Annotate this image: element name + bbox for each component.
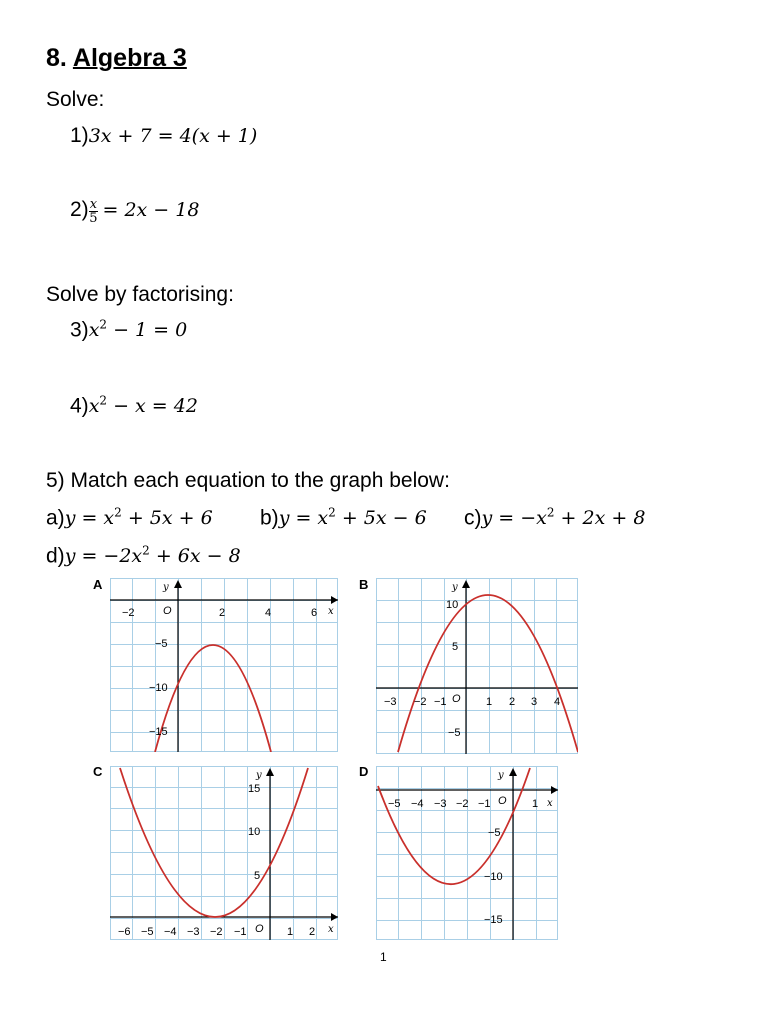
heading-title: Algebra 3: [72, 44, 187, 72]
question-3-expression: $x^2 - 1 = 0$: [88, 318, 188, 342]
graph-a: [110, 578, 338, 752]
graph-b-ytick: −5: [448, 727, 461, 739]
graph-c-xtick: −6: [118, 926, 131, 938]
graph-b-xtick: 4: [554, 696, 561, 708]
page-title: [46, 44, 187, 73]
graph-b-xtick: −1: [434, 696, 447, 708]
graph-d-xaxis-label: x: [547, 798, 553, 809]
graph-c-xtick: 1: [287, 926, 294, 938]
graph-a-xtick: 6: [311, 607, 318, 619]
question-1: [70, 124, 257, 148]
graph-b-ytick: 5: [452, 641, 459, 653]
equation-d: $d)y = -2x^2 + 6x - 8$: [46, 544, 241, 568]
graph-d-origin: O: [498, 795, 507, 807]
graph-a-xtick: 2: [219, 607, 226, 619]
graph-b-yaxis-label: y: [452, 582, 458, 593]
graph-d-xtick: −2: [456, 798, 469, 810]
question-1-number: 1): [70, 124, 89, 147]
graph-c-ytick: 5: [254, 870, 261, 882]
graph-b-label: B: [359, 577, 369, 592]
graph-d-xtick: −1: [478, 798, 491, 810]
graph-a-xaxis-label: x: [328, 606, 334, 617]
question-2-number: 2): [70, 198, 89, 221]
graph-b-origin: O: [452, 693, 461, 705]
graph-a-origin: O: [163, 605, 172, 617]
graph-b-curve: [398, 595, 578, 752]
question-3-number: 3): [70, 318, 89, 342]
graph-c-xtick: −1: [234, 926, 247, 938]
graph-c-grid: [110, 766, 338, 940]
equation-a: $a)y = x^2 + 5x + 6$: [46, 506, 213, 530]
graph-a-yaxis-label: y: [163, 582, 169, 593]
graph-c-xtick: −2: [210, 926, 223, 938]
graph-a-label: A: [93, 577, 103, 592]
question-2: [70, 198, 199, 225]
graph-a-ytick: −5: [155, 638, 168, 650]
graph-c: [110, 766, 338, 940]
graph-c-xtick: −4: [164, 926, 177, 938]
graph-d-xtick: −5: [388, 798, 401, 810]
solve-label: Solve:: [46, 88, 105, 111]
graph-a-xtick: −2: [122, 607, 135, 619]
graph-a-ytick: −15: [149, 726, 168, 738]
graph-a-ytick: −10: [149, 682, 168, 694]
question-4-expression: $x^2 - x = 42$: [88, 394, 198, 418]
page-number: 1: [380, 950, 387, 964]
graph-d-ytick: −5: [488, 827, 501, 839]
graph-c-xaxis-label: x: [328, 924, 334, 935]
question-4: [70, 394, 198, 418]
graph-c-xtick: −5: [141, 926, 154, 938]
graph-b-ytick: 10: [446, 599, 459, 611]
match-label: 5) Match each equation to the graph below:: [46, 469, 450, 492]
graph-d-xtick: −4: [411, 798, 424, 810]
graph-a-xtick: 4: [265, 607, 272, 619]
question-2-expression: = 2x − 18: [102, 199, 200, 221]
graph-d-yaxis-label: y: [498, 770, 504, 781]
graph-d-xtick: 1: [532, 798, 539, 810]
graph-a-curve: [155, 645, 271, 752]
graph-a-grid: [110, 578, 338, 752]
graph-d-xtick: −3: [434, 798, 447, 810]
graph-d-curve: [378, 768, 530, 884]
graph-d-ytick: −10: [484, 871, 503, 883]
equation-b: $b)y = x^2 + 5x - 6$: [260, 506, 427, 530]
graph-b-xtick: 2: [509, 696, 516, 708]
question-3: [70, 318, 187, 342]
graph-c-origin: O: [255, 923, 264, 935]
graph-d-label: D: [359, 764, 369, 779]
question-4-number: 4): [70, 394, 89, 418]
graph-c-xtick: −3: [187, 926, 200, 938]
graph-d: [376, 766, 558, 940]
graph-b-xtick: −2: [414, 696, 427, 708]
graph-b-xtick: 3: [531, 696, 538, 708]
graph-c-yaxis-label: y: [256, 770, 262, 781]
graph-c-ytick: 10: [248, 826, 261, 838]
heading-number: 8.: [46, 44, 67, 72]
graph-d-grid: [376, 766, 558, 940]
graph-d-ytick: −15: [484, 914, 503, 926]
graph-b-xtick: −3: [384, 696, 397, 708]
equation-c: $c)y = -x^2 + 2x + 8$: [464, 506, 646, 530]
question-1-expression: 3x + 7 = 4(x + 1): [88, 125, 258, 147]
graph-b: [376, 578, 578, 754]
graph-c-xtick: 2: [309, 926, 316, 938]
graph-b-xtick: 1: [486, 696, 493, 708]
graph-c-ytick: 15: [248, 783, 261, 795]
graph-c-curve: [120, 768, 308, 917]
factorising-label: Solve by factorising:: [46, 283, 234, 306]
question-2-fraction: $\frac{x}{5}$: [89, 197, 98, 227]
graph-c-label: C: [93, 764, 103, 779]
